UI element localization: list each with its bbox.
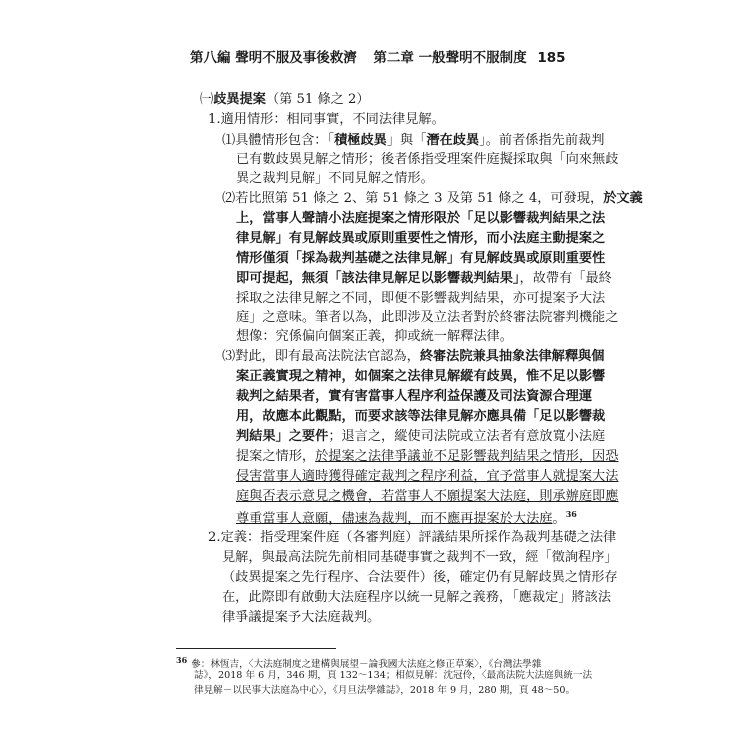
text-run: ，故帶有「最終 <box>519 271 612 286</box>
emphasis: 積極歧異 <box>334 133 387 148</box>
paragraph-1-number: ⑴ <box>222 133 236 148</box>
emphasis: 終審法院兼具抽象法律解釋與個 <box>419 349 605 364</box>
item-2-label: 2. <box>208 530 221 545</box>
paragraph-1-line-1 <box>222 134 604 147</box>
item-2-line-1 <box>208 531 616 544</box>
footnote-line-2: 誌》，2018 年 6 月，346 期，頁 132～134；相似見解：沈冠伶，〈最高法院大法庭與統一法 <box>194 670 593 681</box>
paragraph-3-line-6 <box>236 450 618 463</box>
paragraph-2-line-1 <box>222 192 643 205</box>
item-2-line-3: （歧異提案之先行程序、合法要件）後，確定仍有見解歧異之情形存 <box>222 570 618 585</box>
footnote-line-1 <box>176 656 541 670</box>
section-title: 歧異提案 <box>213 92 266 107</box>
paragraph-3-line-1 <box>222 350 604 363</box>
footnote-mark: 36 <box>176 655 188 665</box>
paragraph-2-number: ⑵ <box>222 191 236 206</box>
footnote-reference[interactable]: 36 <box>565 509 577 519</box>
paragraph-3-line-8: 庭與否表示意見之機會，若當事人不願提案大法庭，則承辦庭即應 <box>236 489 619 504</box>
footnote-line-3: 律見解－以民事大法庭為中心〉，《月旦法學雜誌》，2018 年 9 月，280 期，頁 48～50。 <box>194 685 576 696</box>
footnote-divider <box>176 648 336 649</box>
header-part: 第八編 <box>190 50 231 66</box>
item-2-line-2: 見解，與最高法院先前相同基礎事實之裁判不一致，經「徵詢程序」 <box>222 550 618 565</box>
item-1 <box>208 113 445 126</box>
paragraph-3-line-7: 侵害當事人適時獲得確定裁判之程序利益，宜予當事人就提案大法 <box>236 469 619 484</box>
underlined-text: 於提案之法律爭議並不足影響裁判結果之情形，因恐 <box>315 449 619 464</box>
item-2-line-5: 律爭議提案予大法庭裁判。 <box>222 610 381 625</box>
text-run: 」。前者係指先前裁判 <box>479 133 605 148</box>
section-heading <box>200 93 370 106</box>
paragraph-3-line-3: 裁判之結果者，實有害當事人程序利益保護及司法資源合理運 <box>236 389 593 404</box>
emphasis: 潛在歧異 <box>426 133 480 148</box>
paragraph-3-line-9 <box>236 510 577 526</box>
text-run: 提案之情形， <box>236 449 316 464</box>
paragraph-2-line-6: 採取之法律見解之不同，即便不影響裁判結果，亦可提案予大法 <box>236 291 606 306</box>
text-run: 。 <box>552 511 566 527</box>
section-marker: ㈠ <box>200 92 214 107</box>
item-1-label: 1. <box>208 112 221 127</box>
underlined-text: 尊重當事人意願，儘速為裁判，而不應再提案於大法庭 <box>236 511 553 527</box>
page-number: 185 <box>537 50 566 66</box>
paragraph-2-line-2: 上，當事人聲請小法庭提案之情形限於「足以影響裁判結果之法 <box>236 211 606 226</box>
emphasis: 判結果」之要件 <box>236 429 329 444</box>
section-ref: （第 51 條之 2） <box>265 92 370 107</box>
text-run: 定義：指受理案件庭（各審判庭）評議結果所採作為裁判基礎之法律 <box>220 530 617 545</box>
text-run: 若比照第 51 條之 2、第 51 條之 3 及第 51 條之 4，可發現， <box>235 191 604 206</box>
text-run: 」與「 <box>386 133 427 148</box>
text-run: ；退言之，縱使司法院或立法者有意放寬小法庭 <box>328 429 606 444</box>
text-run: 參：林恆吉，〈大法庭制度之建構與展望－論我國大法庭之修正草案〉，《台灣法學雜 <box>191 659 542 671</box>
paragraph-3-line-2: 案正義實現之精神，如個案之法律見解縱有歧異，惟不足以影響 <box>236 369 606 384</box>
header-chapter-title: 一般聲明不服制度 <box>418 50 527 66</box>
paragraph-2-line-3: 律見解」有見解歧異或原則重要性之情形，而小法庭主動提案之 <box>236 231 606 246</box>
paragraph-3-number: ⑶ <box>222 349 236 364</box>
text-run: 對此，即有最高法院法官認為， <box>235 349 420 364</box>
header-chapter: 第二章 <box>373 50 414 66</box>
header-title: 聲明不服及事後救濟 <box>235 50 357 66</box>
paragraph-2-line-8: 想像：究係偏向個案正義，抑或統一解釋法律。 <box>236 329 513 344</box>
paragraph-3-line-4: 用，故應本此觀點，而要求該等法律見解亦應具備「足以影響裁 <box>236 409 606 424</box>
emphasis: 即可提起，無須「該法律見解足以影響裁判結果」 <box>236 271 520 286</box>
paragraph-3-line-5 <box>236 430 605 443</box>
paragraph-1-line-2: 已有數歧異見解之情形；後者係指受理案件庭擬採取與「向來無歧 <box>236 152 619 167</box>
item-1-text: 適用情形：相同事實，不同法律見解。 <box>220 112 445 127</box>
running-header <box>190 46 570 66</box>
text-run: 具體情形包含：「 <box>235 133 335 148</box>
paragraph-2-line-4: 情形僅須「採為裁判基礎之法律見解」有見解歧異或原則重要性 <box>236 251 606 266</box>
paragraph-1-line-3: 異之裁判見解」不同見解之情形。 <box>236 171 434 186</box>
emphasis: 於文義 <box>603 191 643 206</box>
paragraph-2-line-7: 庭」之意味。筆者以為，此即涉及立法者對於終審法院審判機能之 <box>236 310 619 325</box>
paragraph-2-line-5 <box>236 272 612 285</box>
item-2-line-4: 在，此際即有啟動大法庭程序以統一見解之義務，「應裁定」將該法 <box>222 590 612 605</box>
